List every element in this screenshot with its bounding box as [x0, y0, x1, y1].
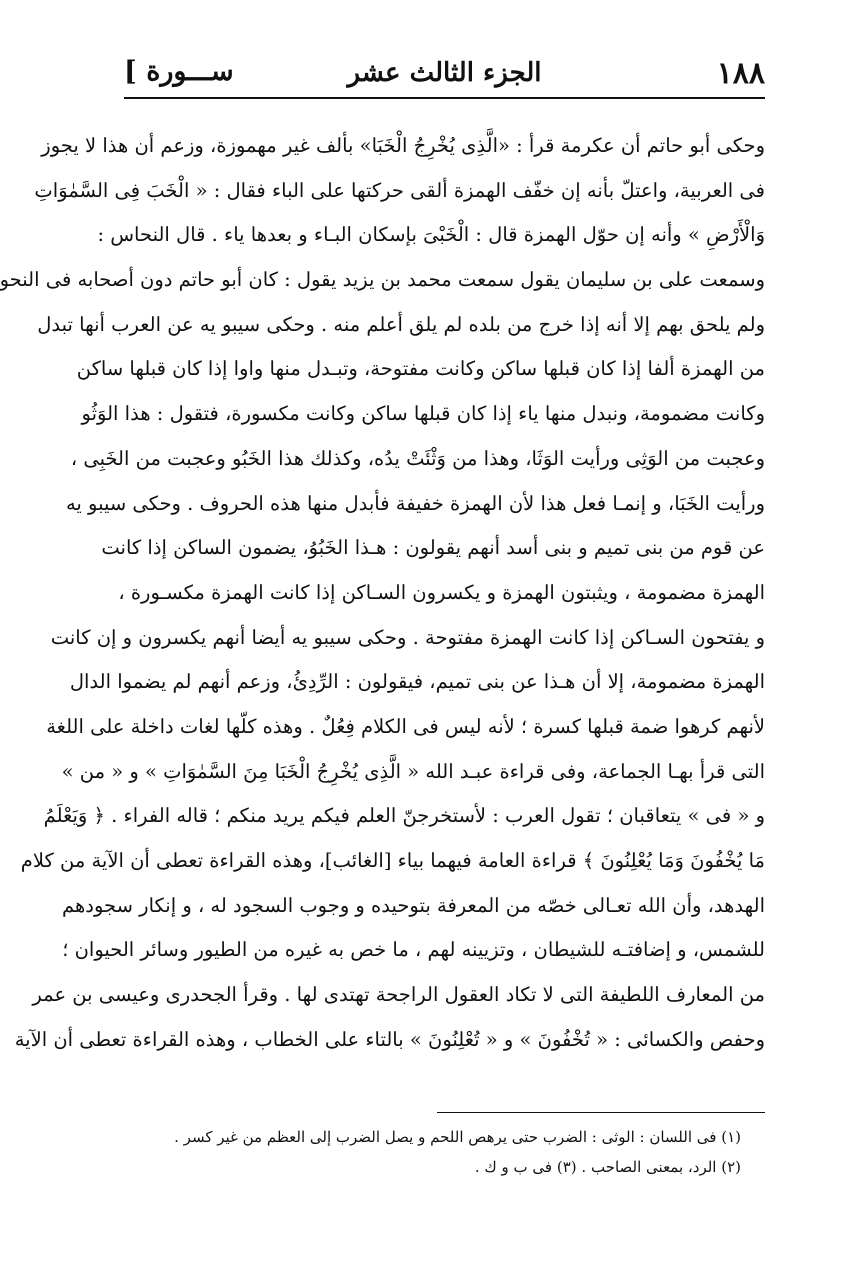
- text-line: الهدهد، وأن الله تعـالى خصّه من المعرفة بتوحيده و وجوب السجود له ، و إنكار سجودهم: [62, 893, 765, 917]
- text-line: من الهمزة ألفا إذا كان قبلها ساكن وكانت مفتوحة، وتبـدل منها واوا إذا كان قبلها ساكن: [76, 357, 765, 381]
- text-line: وعجبت من الوَثِى ورأيت الوَثَا، وهذا من وَثْئَتْ يدُه، وكذلك هذا الخَبُو وعجبت من الخَبِى ،: [70, 446, 765, 470]
- text-line: للشمس، و إضافتـه للشيطان ، وتزيينه لهم ، ما خص به غيره من الطيور وسائر الحيوان ؛: [62, 938, 765, 962]
- running-title: الجزء الثالث عشر: [347, 58, 542, 88]
- section-label: [ ســـورة: [124, 56, 234, 87]
- text-line: الهمزة مضمومة، إلا أن هـذا عن بنى تميم، فيقولون : الرِّدِئُ، وزعم أنهم لم يضموا الدال: [69, 670, 765, 694]
- footnote-rule: [437, 1112, 765, 1113]
- body-text: [0, 124, 765, 1094]
- text-line: وَالْأَرْضِ » وأنه إن حوّل الهمزة قال : الْخَبْىَ بإسكان البـاء و بعدها ياء . قال النحاس :: [97, 223, 765, 247]
- text-line: عن قوم من بنى تميم و بنى أسد أنهم يقولون : هـذا الخَبُوُ، يضمون الساكن إذا كانت: [101, 536, 765, 560]
- text-line: وسمعت على بن سليمان يقول سمعت محمد بن يزيد يقول : كان أبو حاتم دون أصحابه فى النحو: [0, 268, 765, 292]
- text-line: التى قرأ بهـا الجماعة، وفى قراءة عبـد الله « الَّذِى يُخْرِجُ الْخَبَا مِنَ السَّمٰوَاتِ » و « من »: [61, 759, 765, 783]
- text-line: ورأيت الخَبَا، و إنمـا فعل هذا لأن الهمزة خفيفة فأبدل منها هذه الحروف . وحكى سيبو يه: [65, 491, 765, 515]
- text-line: لأنهم كرهوا ضمة قبلها كسرة ؛ لأنه ليس فى الكلام فِعُلٌ . وهذه كلّها لغات داخلة على اللغة: [46, 714, 765, 738]
- text-line: فى العربية، واعتلّ بأنه إن خفّف الهمزة ألقى حركتها على الباء فقال : « الْخَبَ فِى السَّمٰوَاتِ: [34, 178, 765, 202]
- text-line: ولم يلحق بهم إلا أنه إذا خرج من بلده لم يلق أعلم منه . وحكى سيبو يه عن العرب أنها تبدل: [37, 312, 765, 336]
- footnote: (١) فى اللسان : الوثى : الضرب حتى يرهص اللحم و يصل الضرب إلى العظم من غير كسر .: [174, 1128, 741, 1146]
- text-line: مَا يُخْفُونَ وَمَا يُعْلِنُونَ ﴾ قراءة العامة فيهما بياء [الغائب]، وهذه القراءة تعطى أن الآية من كلام: [20, 849, 765, 872]
- footnotes: [124, 1122, 741, 1182]
- page-number: ١٨٨: [716, 56, 765, 91]
- text-line: من المعارف اللطيفة التى لا تكاد العقول الراجحة تهتدى لها . وقرأ الجحدرى وعيسى بن عمر: [32, 983, 765, 1007]
- text-line: و يفتحون السـاكن إذا كانت الهمزة مفتوحة . وحكى سيبو يه أيضا أنهم يكسرون و إن كانت: [50, 625, 765, 649]
- text-line: الهمزة مضمومة ، ويثبتون الهمزة و يكسرون السـاكن إذا كانت الهمزة مكسـورة ،: [118, 580, 765, 604]
- text-line: وكانت مضمومة، ونبدل منها ياء إذا كان قبلها ساكن وكانت مكسورة، فتقول : هذا الوَثُو: [81, 402, 765, 426]
- page-header: [124, 52, 765, 96]
- header-rule: [124, 97, 765, 99]
- text-line: وحكى أبو حاتم أن عكرمة قرأ : «الَّذِى يُخْرِجُ الْخَبَا» بألف غير مهموزة، وزعم أن هذا لا يجوز: [41, 134, 765, 157]
- text-line: وحفص والكسائى : « تُخْفُونَ » و « تُعْلِنُونَ » بالتاء على الخطاب ، وهذه القراءة تعطى أن الآية: [14, 1027, 765, 1051]
- footnote: (٢) الرد، بمعنى الصاحب . (٣) فى ب و ك .: [474, 1158, 741, 1176]
- text-line: و « فى » يتعاقبان ؛ تقول العرب : لأستخرجنّ العلم فيكم يريد منكم ؛ قاله الفراء . ﴿ وَيَعْلَمُ: [43, 804, 765, 828]
